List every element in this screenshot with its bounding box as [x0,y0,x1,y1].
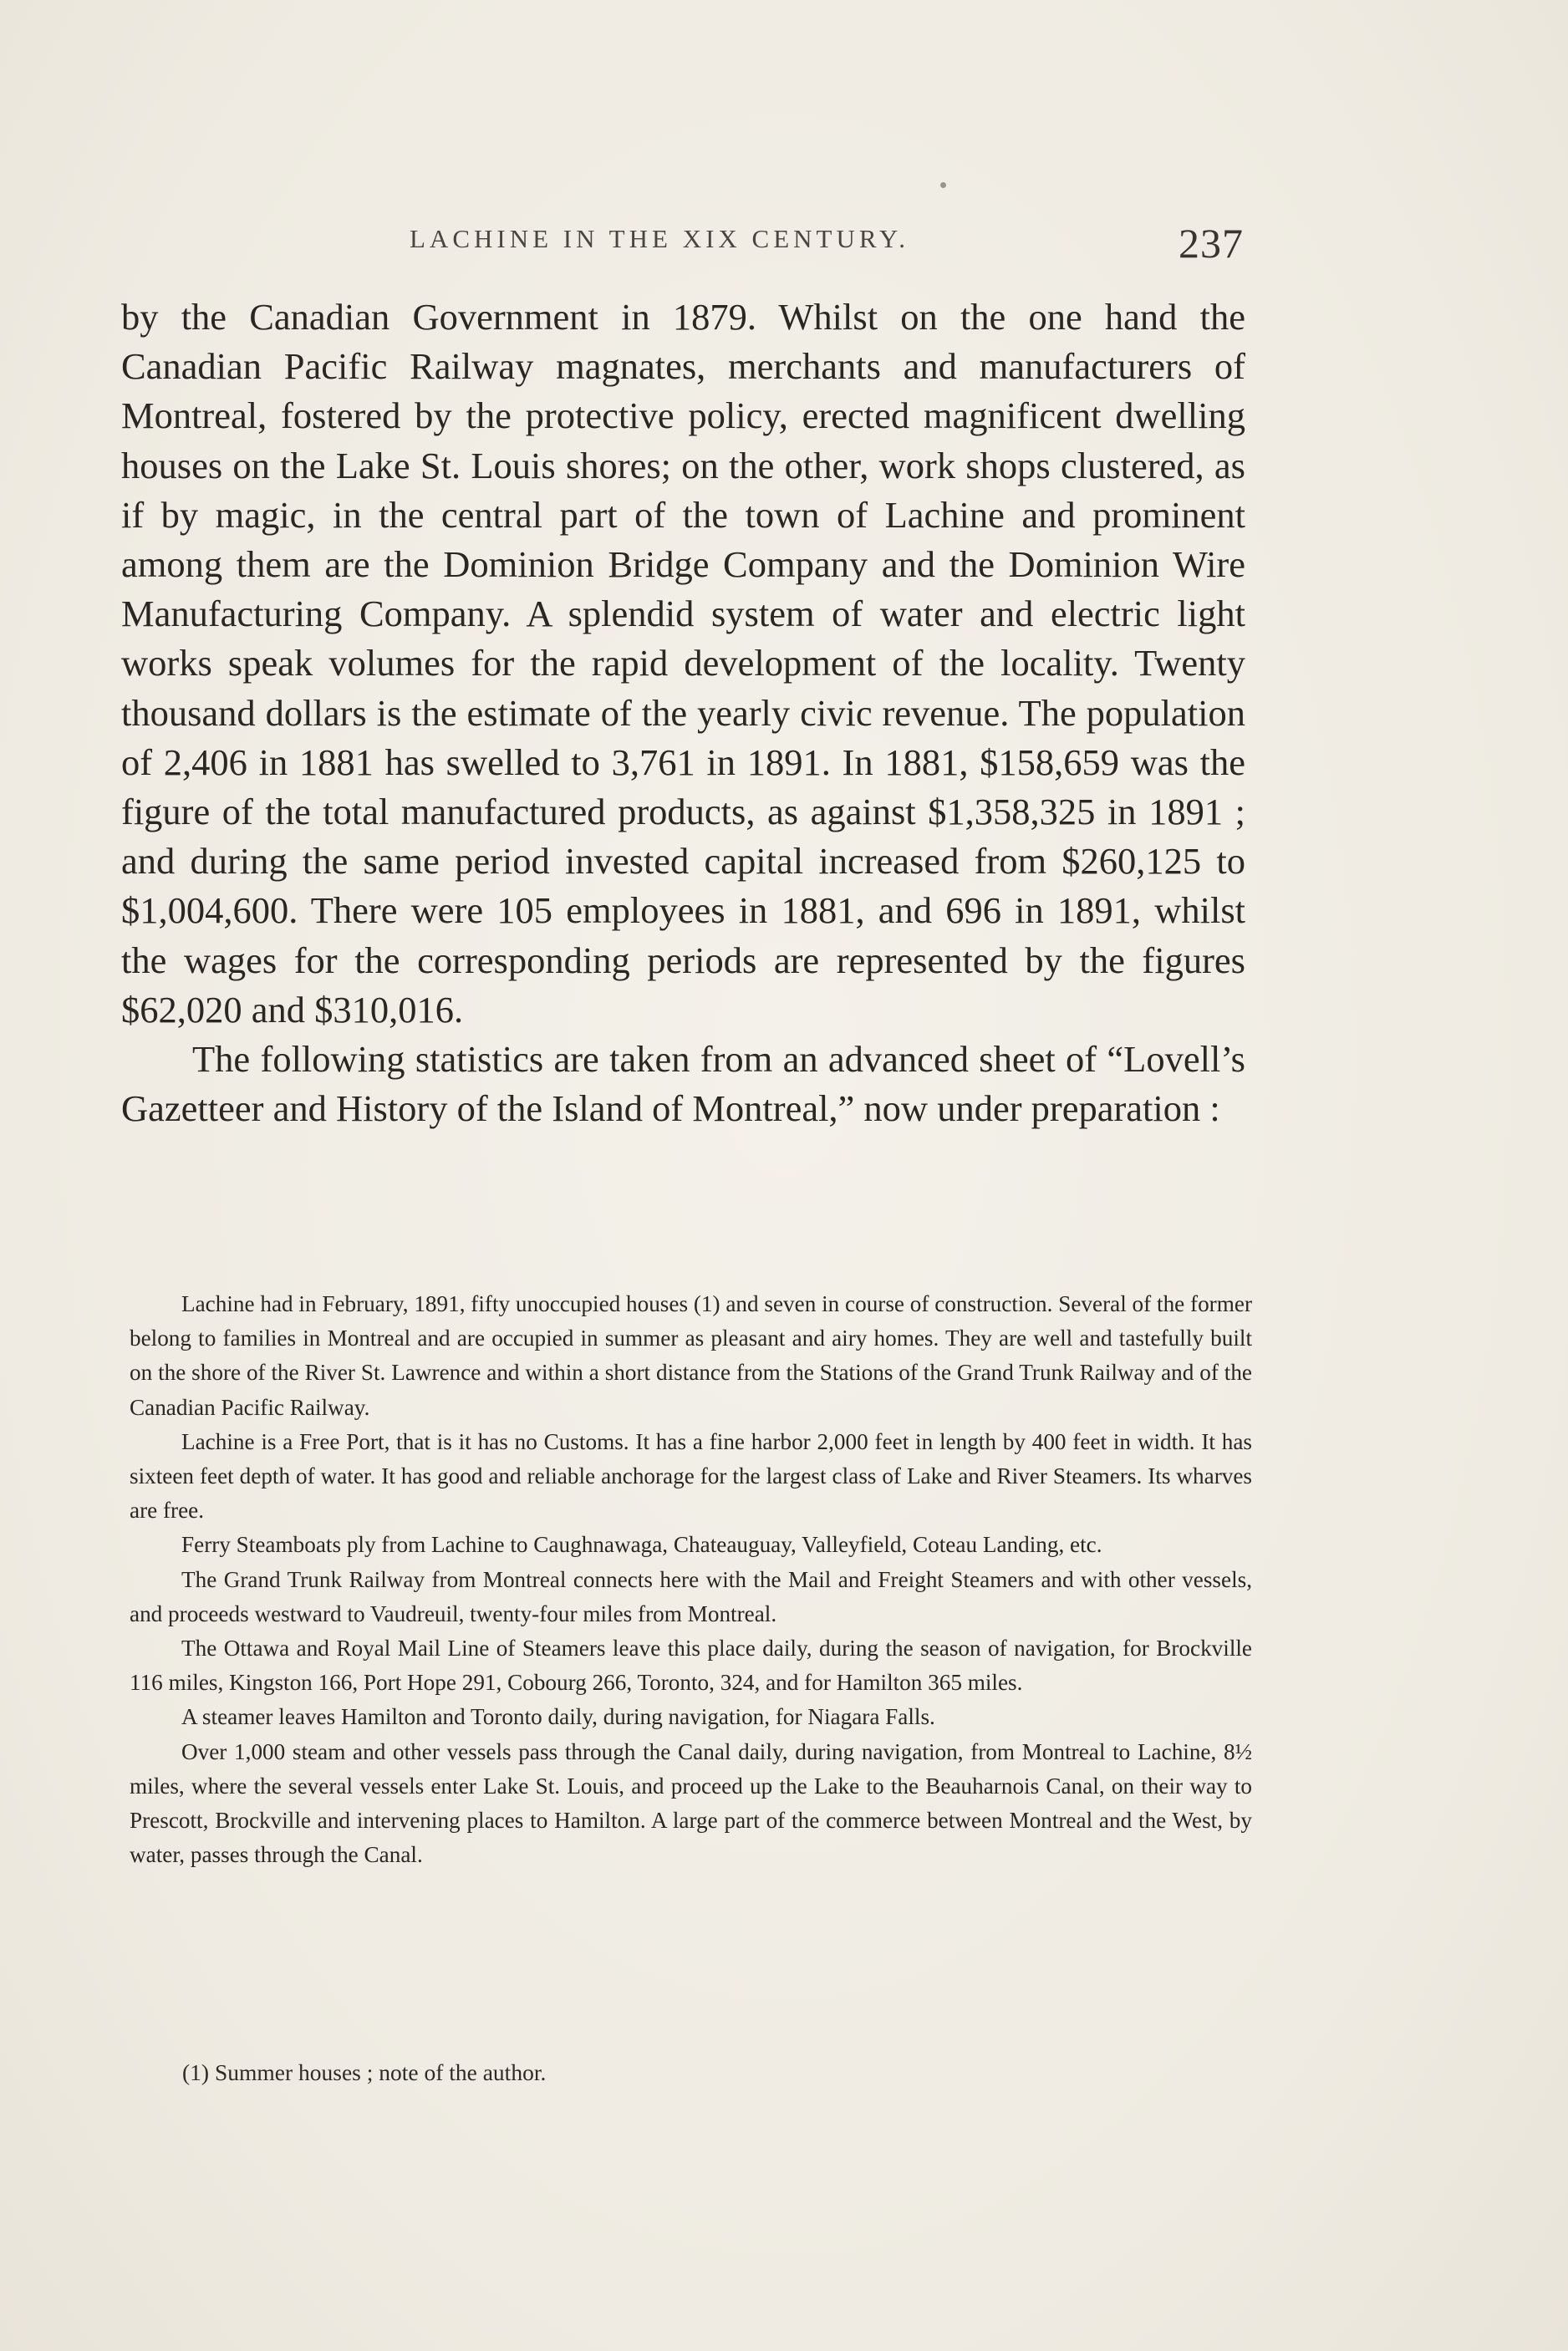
page-number: 237 [1179,220,1244,267]
statistics-paragraph: A steamer leaves Hamilton and Toronto daily, during navigation, for Niagara Falls. [181,1704,935,1730]
body-paragraph: by the Canadian Government in 1879. Whilst on the one hand the Canadian Pacific Railway magnates, merchants and manufacturers of Montreal, fostered by the protective policy, erected magnificent dwelling houses on the Lake St. Louis shores; on the other, work shops clustered, as if by magic, in the central part of the town of Lachine and prominent among them are the Dominion Bridge Company and the Dominion Wire Manufacturing Company. A splendid system of water and electric light works speak volumes for the rapid development of the locality. Twenty thousand dollars is the estimate of the yearly civic revenue. The population of 2,406 in 1881 has swelled to 3,761 in 1891. In 1881, $158,659 was the figure of the total manufactured products, as against $1,358,325 in 1891 ; and during the same period invested capital increased from $260,125 to $1,004,600. There were 105 employees in 1881, and 696 in 1891, whilst the wages for the corresponding periods are represented by the figures $62,020 and $310,016. [121,296,1245,1030]
statistics-paragraph: The Grand Trunk Railway from Montreal connects here with the Mail and Freight Steamers and with other vessels, and proceeds westward to Vaudreuil, twenty-four miles from Montreal. [130,1566,1252,1626]
statistics-paragraph: The Ottawa and Royal Mail Line of Steamers leave this place daily, during the season of navigation, for Brockville 116 miles, Kingston 166, Port Hope 291, Cobourg 266, Toronto, 324, and for Hamilton 365 miles. [130,1636,1252,1696]
statistics-section [130,1287,1252,1872]
statistics-paragraph: Lachine is a Free Port, that is it has no Customs. It has a fine harbor 2,000 feet in length by 400 feet in width. It has sixteen feet depth of water. It has good and reliable anchorage for the largest class of Lake and River Steamers. Its wharves are free. [130,1428,1252,1524]
ink-speck [940,182,946,188]
body-text [121,293,1245,1133]
footnote: (1) Summer houses ; note of the author. [182,2059,547,2085]
statistics-paragraph: Over 1,000 steam and other vessels pass through the Canal daily, during navigation, from Montreal to Lachine, 8½ miles, where the several vessels enter Lake St. Louis, and proceed up the Lake to the Beauharnois Canal, on their way to Prescott, Brockville and intervening places to Hamilton. A large part of the commerce between Montreal and the West, by water, passes through the Canal. [130,1738,1252,1868]
statistics-paragraph: Ferry Steamboats ply from Lachine to Caughnawaga, Chateauguay, Valleyfield, Coteau Landing, etc. [181,1532,1102,1558]
statistics-paragraph: Lachine had in February, 1891, fifty unoccupied houses (1) and seven in course of construction. Several of the former belong to families in Montreal and are occupied in summer as pleasant and airy homes. They are well and tastefully built on the shore of the River St. Lawrence and within a short distance from the Stations of the Grand Trunk Railway and of the Canadian Pacific Railway. [130,1291,1252,1420]
running-title: LACHINE IN THE XIX CENTURY. [410,224,909,253]
body-paragraph: The following statistics are taken from an advanced sheet of “Lovell’s Gazetteer and History of the Island of Montreal,” now under preparation : [121,1038,1245,1130]
running-head [121,219,1250,269]
